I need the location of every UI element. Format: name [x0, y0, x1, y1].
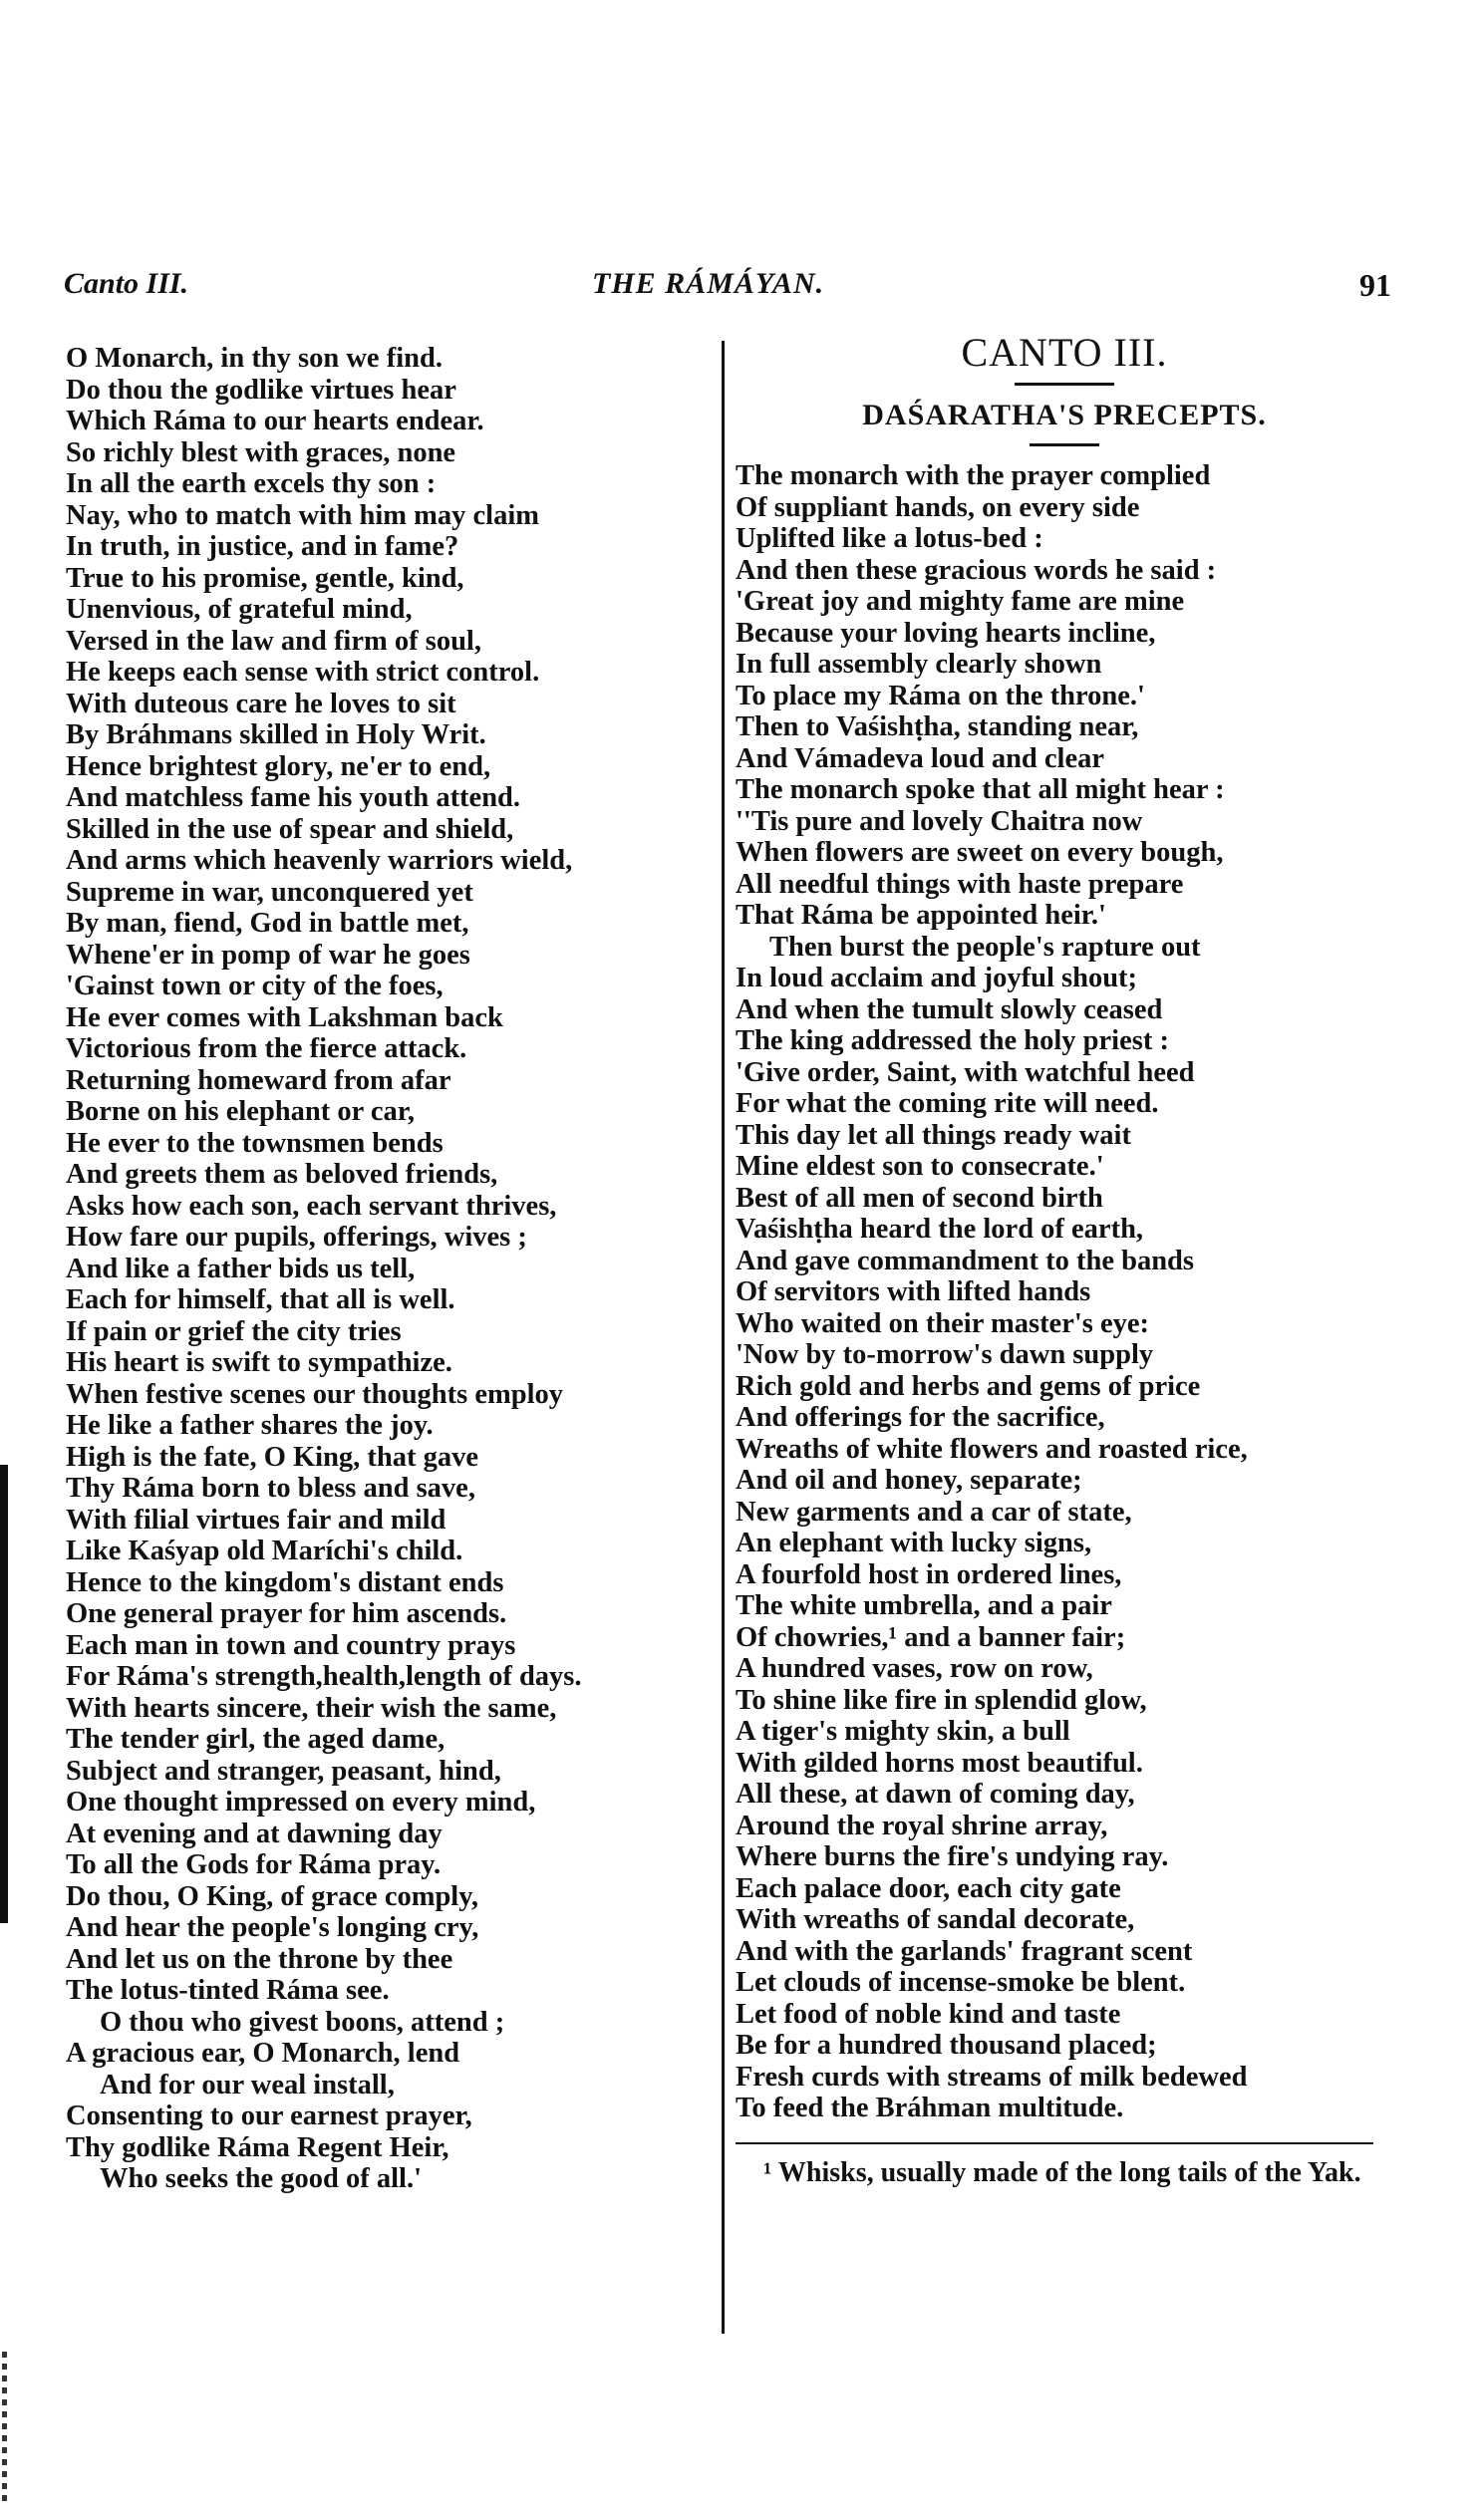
- verse-line: How fare our pupils, offerings, wives ;: [66, 1222, 527, 1253]
- verse-line: One general prayer for him ascends.: [66, 1598, 507, 1629]
- verse-line: And offerings for the sacrifice,: [736, 1402, 1105, 1433]
- verse-line: He keeps each sense with strict control.: [66, 657, 540, 688]
- verse-line: Whene'er in pomp of war he goes: [66, 939, 470, 971]
- verse-line: A tiger's mighty skin, a bull: [736, 1716, 1070, 1747]
- verse-line: The lotus-tinted Ráma see.: [66, 1975, 390, 2006]
- verse-line: Let clouds of incense-smoke be blent.: [736, 1967, 1186, 1998]
- verse-line: And arms which heavenly warriors wield,: [66, 845, 573, 876]
- verse-line: For Ráma's strength,health,length of days.: [66, 1661, 582, 1692]
- verse-line: The tender girl, the aged dame,: [66, 1724, 445, 1755]
- verse-line: Because your loving hearts incline,: [736, 617, 1156, 649]
- verse-line: With filial virtues fair and mild: [66, 1504, 446, 1536]
- verse-line: The monarch spoke that all might hear :: [736, 774, 1225, 805]
- verse-line: Do thou, O King, of grace comply,: [66, 1880, 479, 1912]
- verse-line: Each for himself, that all is well.: [66, 1284, 455, 1315]
- verse-line: Mine eldest son to consecrate.': [736, 1151, 1104, 1182]
- verse-line: And gave commandment to the bands: [736, 1245, 1194, 1276]
- verse-line: 'Gainst town or city of the foes,: [66, 971, 444, 1001]
- verse-line: Wreaths of white flowers and roasted rice,: [736, 1433, 1248, 1465]
- verse-line: His heart is swift to sympathize.: [66, 1347, 452, 1378]
- verse-line: Hence to the kingdom's distant ends: [66, 1566, 504, 1598]
- verse-line: ''Tis pure and lovely Chaitra now: [736, 805, 1143, 837]
- verse-line: O thou who givest boons, attend ;: [100, 2006, 505, 2038]
- verse-line: And greets them as beloved friends,: [66, 1159, 498, 1190]
- verse-line: He like a father shares the joy.: [66, 1410, 434, 1441]
- verse-line: To shine like fire in splendid glow,: [736, 1684, 1147, 1716]
- verse-line: At evening and at dawning day: [66, 1818, 443, 1849]
- verse-line: All these, at dawn of coming day,: [736, 1779, 1135, 1810]
- verse-line: And like a father bids us tell,: [66, 1253, 416, 1284]
- verse-line: Borne on his elephant or car,: [66, 1096, 415, 1127]
- verse-line: He ever comes with Lakshman back: [66, 1001, 503, 1033]
- verse-line: One thought impressed on every mind,: [66, 1787, 536, 1818]
- verse-line: Asks how each son, each servant thrives,: [66, 1190, 557, 1222]
- verse-line: Of suppliant hands, on every side: [736, 491, 1140, 523]
- verse-line: With gilded horns most beautiful.: [736, 1747, 1143, 1779]
- verse-line: All needful things with haste prepare: [736, 868, 1184, 900]
- verse-line: Unenvious, of grateful mind,: [66, 594, 413, 625]
- verse-line: And for our weal install,: [100, 2069, 395, 2100]
- verse-line: 'Great joy and mighty fame are mine: [736, 586, 1185, 617]
- verse-line: And hear the people's longing cry,: [66, 1912, 479, 1943]
- verse-line: By Bráhmans skilled in Holy Writ.: [66, 719, 486, 750]
- verse-line: In full assembly clearly shown: [736, 649, 1102, 680]
- title-rule: [1015, 383, 1114, 386]
- verse-line: Rich gold and herbs and gems of price: [736, 1370, 1201, 1402]
- verse-line: New garments and a car of state,: [736, 1496, 1132, 1528]
- verse-line: Thy Ráma born to bless and save,: [66, 1473, 475, 1504]
- verse-line: When festive scenes our thoughts employ: [66, 1378, 564, 1410]
- verse-line: For what the coming rite will need.: [736, 1088, 1159, 1119]
- verse-line: In truth, in justice, and in fame?: [66, 531, 459, 562]
- verse-line: If pain or grief the city tries: [66, 1315, 402, 1347]
- verse-line: A fourfold host in ordered lines,: [736, 1558, 1122, 1590]
- verse-line: The king addressed the holy priest :: [736, 1025, 1169, 1056]
- verse-line: A hundred vases, row on row,: [736, 1653, 1093, 1684]
- verse-line: Who seeks the good of all.': [100, 2163, 423, 2194]
- footnote: ¹ Whisks, usually made of the long tails of the Yak.: [763, 2156, 1361, 2188]
- section-rule: [1030, 443, 1099, 446]
- verse-line: Then burst the people's rapture out: [769, 931, 1201, 963]
- running-head-title: THE RÁMÁYAN.: [592, 267, 825, 300]
- verse-line: The monarch with the prayer complied: [736, 460, 1211, 491]
- verse-line: Hence brightest glory, ne'er to end,: [66, 750, 491, 782]
- verse-line: The white umbrella, and a pair: [736, 1590, 1112, 1621]
- verse-line: Then to Vaśishṭha, standing near,: [736, 711, 1139, 742]
- verse-line: To place my Ráma on the throne.': [736, 680, 1145, 711]
- right-column: [736, 329, 1393, 2189]
- verse-line: Returning homeward from afar: [66, 1064, 451, 1096]
- verse-line: And with the garlands' fragrant scent: [736, 1935, 1193, 1967]
- verse-line: Which Ráma to our hearts endear.: [66, 406, 484, 436]
- verse-line: This day let all things ready wait: [736, 1119, 1131, 1151]
- verse-line: In all the earth excels thy son :: [66, 468, 437, 499]
- verse-line: Victorious from the fierce attack.: [66, 1033, 467, 1064]
- verse-line: O Monarch, in thy son we find.: [66, 343, 443, 374]
- verse-line: Each palace door, each city gate: [736, 1872, 1121, 1904]
- verse-line: 'Now by to-morrow's dawn supply: [736, 1339, 1154, 1370]
- verse-line: Of servitors with lifted hands: [736, 1276, 1091, 1307]
- scan-edge-mark-lower: [2, 2352, 7, 2501]
- verse-line: And Vámadeva loud and clear: [736, 742, 1105, 774]
- verse-line: Of chowries,¹ and a banner fair;: [736, 1621, 1126, 1653]
- verse-line: Around the royal shrine array,: [736, 1810, 1108, 1841]
- page-number: 91: [1359, 267, 1391, 303]
- verse-line: And let us on the throne by thee: [66, 1943, 453, 1975]
- verse-line: When flowers are sweet on every bough,: [736, 837, 1224, 868]
- verse-line: Like Kaśyap old Maríchi's child.: [66, 1536, 463, 1566]
- right-verse-lines: [736, 460, 1393, 2124]
- verse-line: Nay, who to match with him may claim: [66, 499, 539, 531]
- verse-line: That Ráma be appointed heir.': [736, 900, 1106, 931]
- scan-edge-mark: [0, 1465, 8, 1923]
- page-header: [64, 267, 1409, 311]
- verse-line: 'Give order, Saint, with watchful heed: [736, 1056, 1195, 1088]
- verse-line: And matchless fame his youth attend.: [66, 782, 521, 813]
- verse-line: Be for a hundred thousand placed;: [736, 2030, 1157, 2061]
- verse-line: With hearts sincere, their wish the same,: [66, 1692, 557, 1724]
- verse-line: Subject and stranger, peasant, hind,: [66, 1755, 501, 1787]
- verse-line: True to his promise, gentle, kind,: [66, 562, 464, 594]
- verse-line: Skilled in the use of spear and shield,: [66, 813, 514, 845]
- verse-line: A gracious ear, O Monarch, lend: [66, 2038, 460, 2069]
- verse-line: Who waited on their master's eye:: [736, 1307, 1150, 1339]
- column-divider: [722, 341, 725, 2334]
- left-column: [66, 343, 724, 2195]
- verse-line: To all the Gods for Ráma pray.: [66, 1849, 442, 1880]
- verse-line: Uplifted like a lotus-bed :: [736, 523, 1043, 554]
- verse-line: Versed in the law and firm of soul,: [66, 625, 481, 657]
- section-title: DAŚARATHA'S PRECEPTS.: [862, 399, 1267, 431]
- verse-line: High is the fate, O King, that gave: [66, 1441, 479, 1473]
- verse-line: An elephant with lucky signs,: [736, 1528, 1092, 1558]
- verse-line: Vaśishṭha heard the lord of earth,: [736, 1214, 1144, 1245]
- verse-line: To feed the Bráhman multitude.: [736, 2093, 1124, 2123]
- verse-line: Each man in town and country prays: [66, 1629, 516, 1661]
- verse-line: And when the tumult slowly ceased: [736, 993, 1163, 1025]
- verse-line: Consenting to our earnest prayer,: [66, 2100, 472, 2131]
- verse-line: And then these gracious words he said :: [736, 554, 1217, 586]
- verse-line: With duteous care he loves to sit: [66, 688, 456, 719]
- verse-line: So richly blest with graces, none: [66, 436, 456, 468]
- verse-line: Let food of noble kind and taste: [736, 1998, 1121, 2030]
- verse-line: Do thou the godlike virtues hear: [66, 374, 456, 406]
- verse-line: He ever to the townsmen bends: [66, 1127, 444, 1159]
- verse-line: In loud acclaim and joyful shout;: [736, 963, 1138, 993]
- canto-title: CANTO III.: [961, 330, 1168, 375]
- running-head-left: Canto III.: [64, 267, 189, 300]
- verse-line: Supreme in war, unconquered yet: [66, 876, 473, 908]
- verse-line: Thy godlike Ráma Regent Heir,: [66, 2131, 449, 2163]
- verse-line: By man, fiend, God in battle met,: [66, 908, 469, 939]
- verse-line: Best of all men of second birth: [736, 1182, 1103, 1214]
- verse-line: And oil and honey, separate;: [736, 1465, 1082, 1496]
- footnote-rule: [736, 2142, 1373, 2144]
- verse-line: Where burns the fire's undying ray.: [736, 1841, 1169, 1872]
- verse-line: With wreaths of sandal decorate,: [736, 1904, 1135, 1935]
- verse-line: Fresh curds with streams of milk bedewed: [736, 2061, 1248, 2093]
